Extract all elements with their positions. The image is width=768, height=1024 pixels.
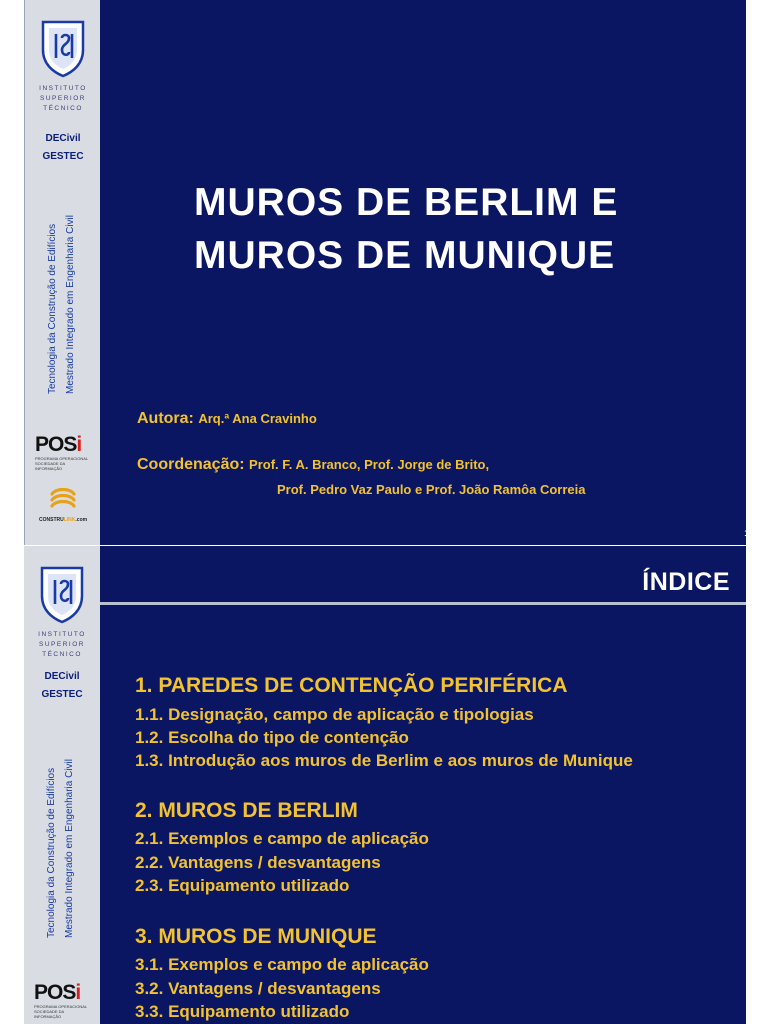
slide-body [100,0,746,545]
slide-body [100,546,746,1024]
department-label: DECivil [45,133,81,144]
institute-name: INSTITUTO SUPERIOR TÉCNICO [38,631,86,658]
slide-title: ÍNDICE [642,568,730,596]
toc-item: 2.2. Vantagens / desvantagens [135,853,381,872]
toc-heading: 1. PAREDES DE CONTENÇÃO PERIFÉRICA [135,674,568,697]
slide-title: MUROS DE BERLIM E MUROS DE MUNIQUE [194,181,619,277]
sidebar [24,546,100,1024]
construlink-logo: CONSTRULINK.com [39,486,87,523]
toc-item: 3.2. Vantagens / desvantagens [135,979,381,998]
ist-logo-icon [41,20,85,78]
program-label: Mestrado Integrado em Engenharia Civil [64,759,75,938]
group-label: GESTEC [42,151,84,162]
institute-name: INSTITUTO SUPERIOR TÉCNICO [39,85,87,112]
sidebar [24,0,100,545]
course-label: Tecnologia da Construção de Edifícios [47,223,58,394]
toc-item: 3.3. Equipamento utilizado [135,1002,350,1021]
toc-item: 3.1. Exemplos e campo de aplicação [135,955,429,974]
posi-logo: POSi PROGRAMA OPERACIONAL SOCIEDADE DA INFORMAÇÃO [35,433,89,471]
page-number: 1/60 [744,529,760,538]
toc-item: 2.3. Equipamento utilizado [135,876,350,895]
coordination-line-2: Prof. Pedro Vaz Paulo e Prof. João Ramôa Correia [277,482,586,497]
index-slide [0,546,768,1024]
author-line: Autora: Arq.ª Ana Cravinho [137,410,317,427]
toc-item: 1.1. Designação, campo de aplicação e tipologias [135,705,534,724]
toc-item: 1.2. Escolha do tipo de contenção [135,728,409,747]
coordination-line: Coordenação: Prof. F. A. Branco, Prof. Jorge de Brito, [137,456,490,473]
construlink-icon [48,486,78,512]
toc-heading: 2. MUROS DE BERLIM [135,799,358,822]
toc-item: 1.3. Introdução aos muros de Berlim e aos muros de Munique [135,751,633,770]
toc-item: 2.1. Exemplos e campo de aplicação [135,829,429,848]
course-label: Tecnologia da Construção de Edifícios [46,767,57,938]
group-label: GESTEC [41,689,83,700]
ist-logo-icon [40,566,84,624]
department-label: DECivil [44,671,80,682]
toc-heading: 3. MUROS DE MUNIQUE [135,925,377,948]
title-divider [100,602,746,605]
posi-logo: POSi PROGRAMA OPERACIONAL SOCIEDADE DA INFORMAÇÃO [34,981,88,1019]
program-label: Mestrado Integrado em Engenharia Civil [65,215,76,394]
